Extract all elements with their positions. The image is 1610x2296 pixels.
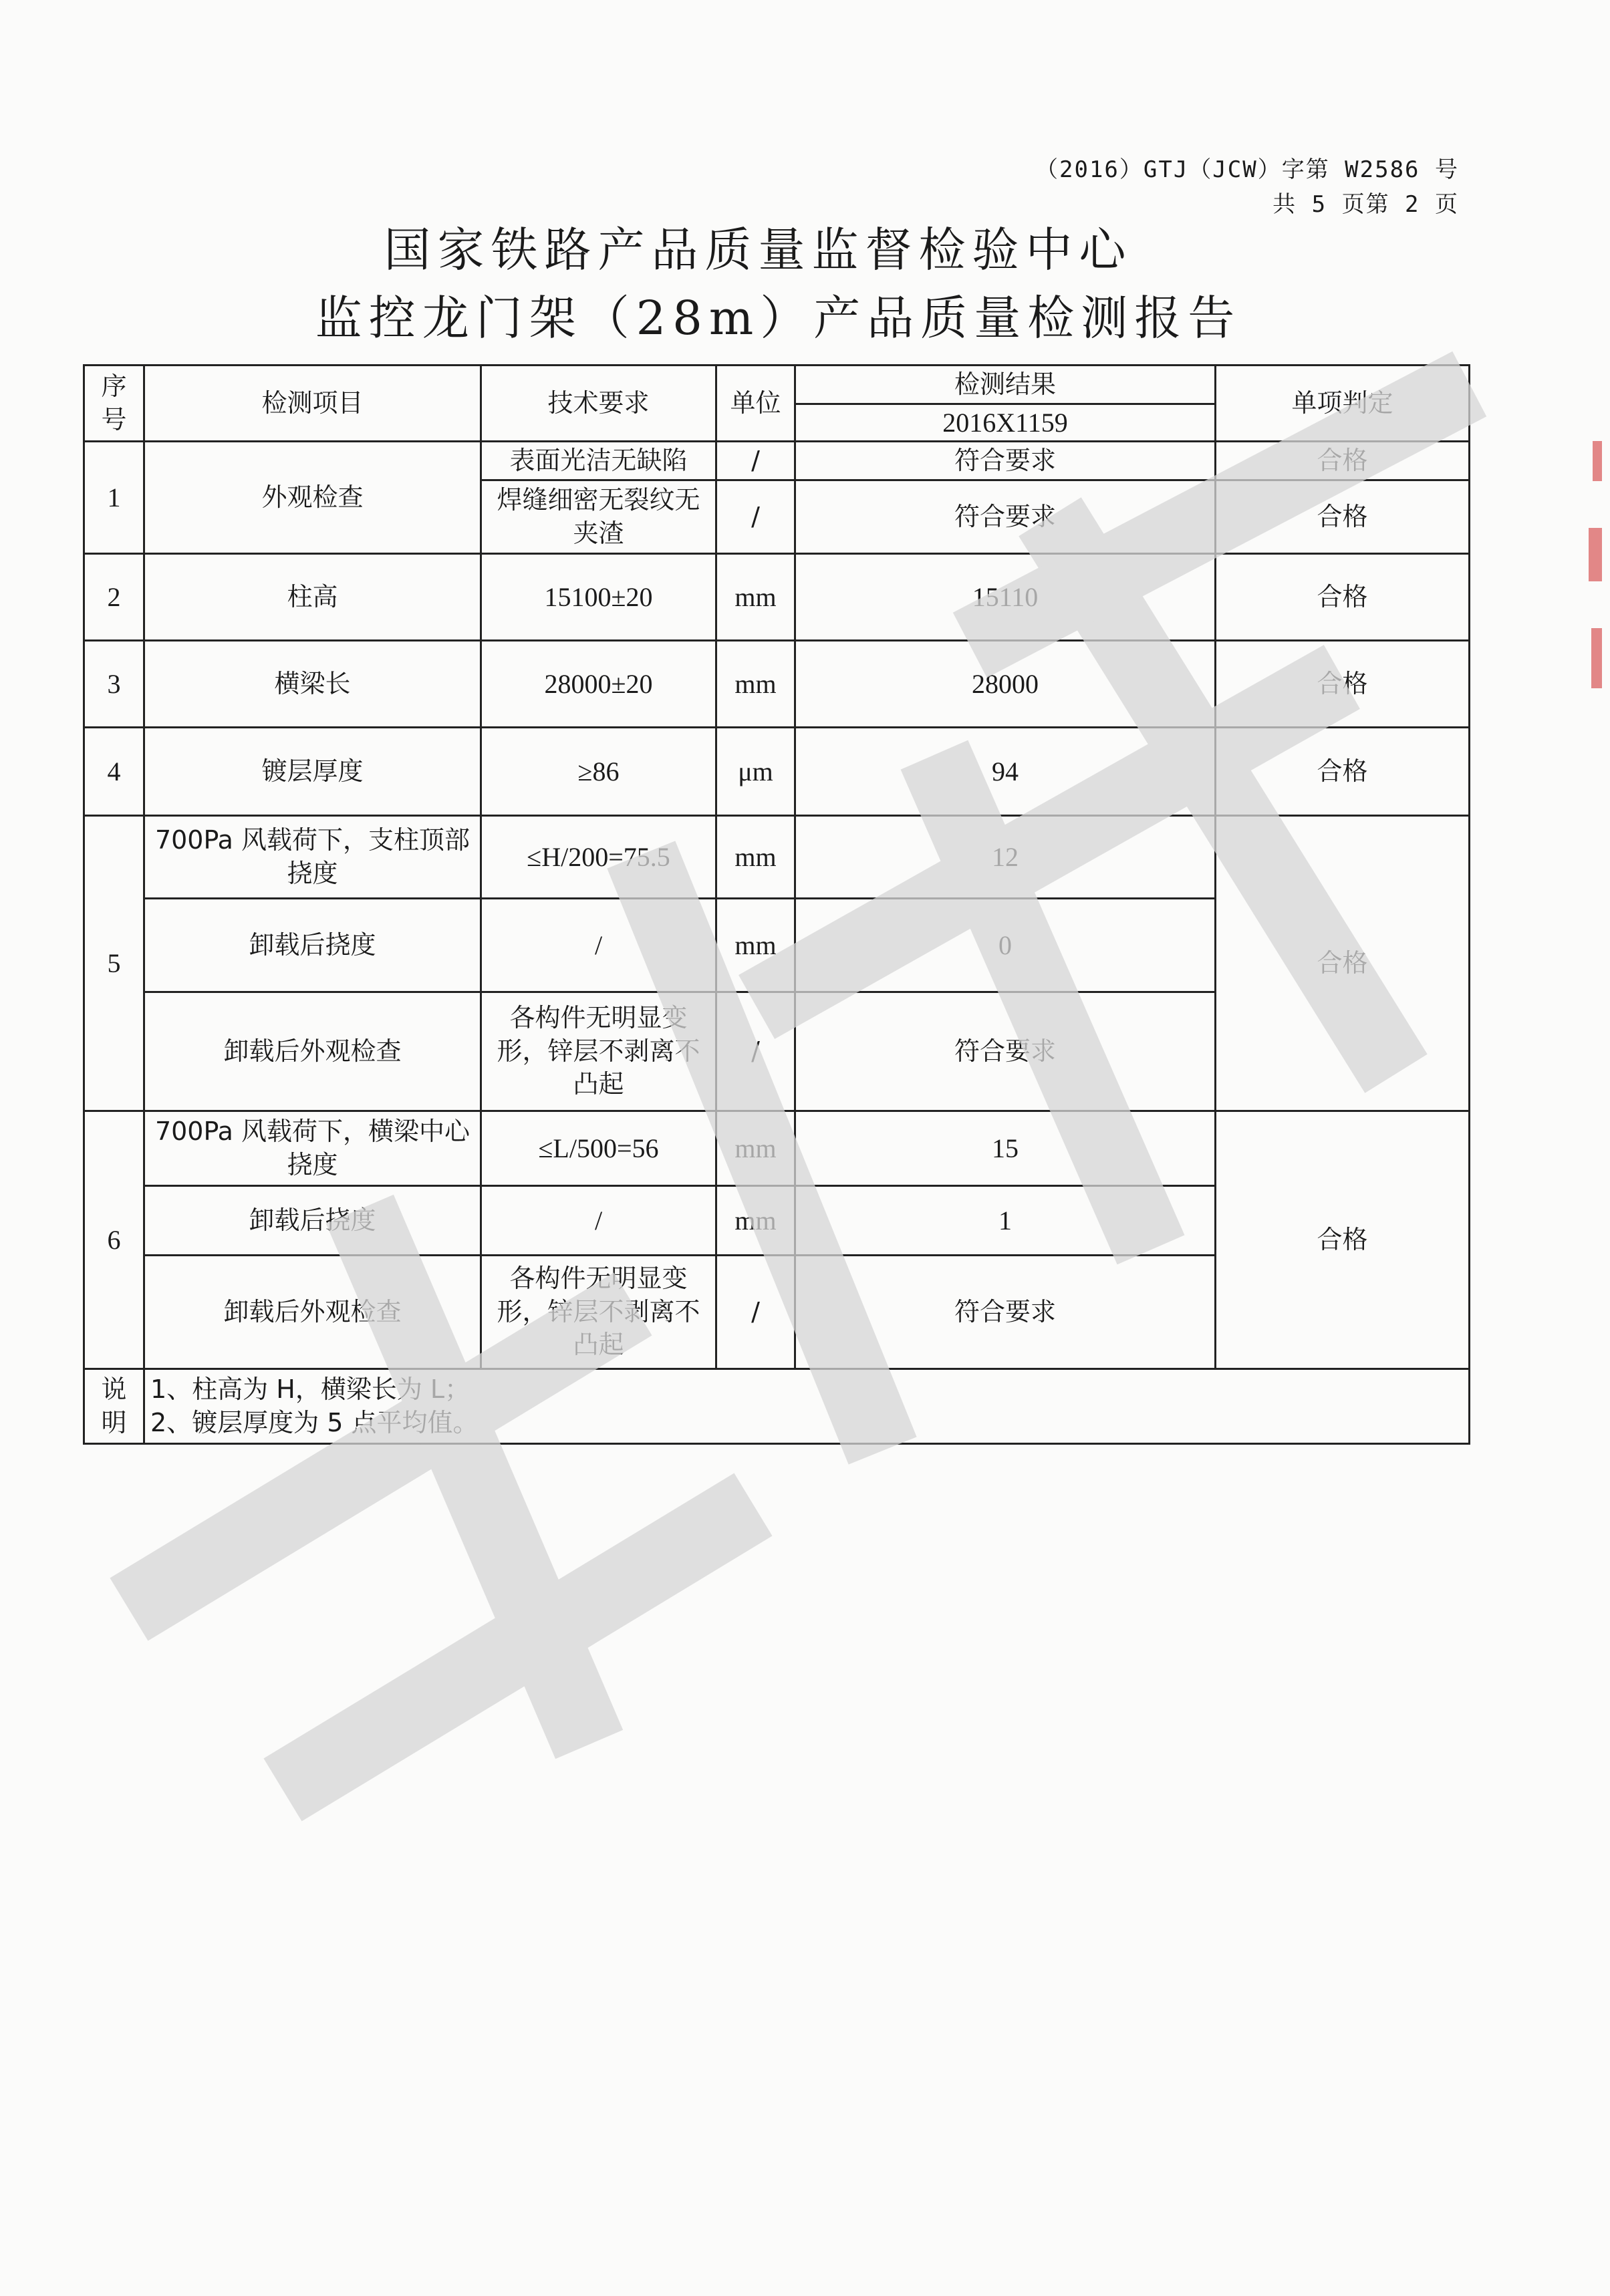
- row-item: 横梁长: [144, 641, 481, 728]
- table-row: [84, 728, 1470, 816]
- table-row: [84, 1111, 1470, 1186]
- row-item: 卸载后挠度: [144, 899, 481, 992]
- row-requirement: 28000±20: [481, 641, 716, 728]
- row-result: 94: [795, 728, 1216, 816]
- row-item: 700Pa 风载荷下，横梁中心挠度: [144, 1111, 481, 1186]
- note-line: 1、柱高为 H，横梁长为 L；: [150, 1375, 471, 1405]
- row-result: 符合要求: [795, 480, 1216, 554]
- row-verdict: 合格: [1216, 816, 1470, 1111]
- row-requirement: 表面光洁无缺陷: [481, 442, 716, 480]
- row-unit: mm: [716, 899, 795, 992]
- row-seq: 6: [84, 1111, 144, 1369]
- row-unit: mm: [716, 1186, 795, 1256]
- row-requirement: /: [481, 899, 716, 992]
- header-result: 检测结果: [795, 366, 1216, 404]
- row-result: 28000: [795, 641, 1216, 728]
- table-row: [84, 442, 1470, 480]
- inspection-table: [83, 364, 1470, 1445]
- row-item: 700Pa 风载荷下，支柱顶部挠度: [144, 816, 481, 899]
- row-requirement: /: [481, 1186, 716, 1256]
- row-seq: 3: [84, 641, 144, 728]
- row-requirement: 焊缝细密无裂纹无夹渣: [481, 480, 716, 554]
- header-verdict: 单项判定: [1216, 366, 1470, 442]
- row-verdict: 合格: [1216, 728, 1470, 816]
- row-requirement: 15100±20: [481, 554, 716, 641]
- row-item: 卸载后外观检查: [144, 1256, 481, 1369]
- header-unit: 单位: [716, 366, 795, 442]
- page-counter: 共 5 页第 2 页: [1272, 191, 1459, 218]
- row-requirement: ≤L/500=56: [481, 1111, 716, 1186]
- center-title: 国家铁路产品质量监督检验中心: [384, 223, 1133, 277]
- row-seq: 4: [84, 728, 144, 816]
- row-requirement: 各构件无明显变形，锌层不剥离不凸起: [481, 1256, 716, 1369]
- row-result: 符合要求: [795, 992, 1216, 1111]
- report-number: （2016）GTJ（JCW）字第 W2586 号: [1035, 156, 1459, 183]
- row-item: 卸载后外观检查: [144, 992, 481, 1111]
- row-result: 符合要求: [795, 1256, 1216, 1369]
- note-line: 2、镀层厚度为 5 点平均值。: [150, 1407, 479, 1437]
- row-unit: mm: [716, 1111, 795, 1186]
- row-seq: 1: [84, 442, 144, 554]
- row-seq: 5: [84, 816, 144, 1111]
- row-unit: mm: [716, 554, 795, 641]
- row-seq: 2: [84, 554, 144, 641]
- notes-content: [144, 1369, 1470, 1444]
- notes-row: [84, 1369, 1470, 1444]
- row-unit: μm: [716, 728, 795, 816]
- row-item: 外观检查: [144, 442, 481, 554]
- row-result: 符合要求: [795, 442, 1216, 480]
- report-title: 监控龙门架（28m）产品质量检测报告: [315, 291, 1242, 345]
- row-result: 15: [795, 1111, 1216, 1186]
- row-item: 柱高: [144, 554, 481, 641]
- row-unit: /: [716, 1256, 795, 1369]
- row-requirement: 各构件无明显变形，锌层不剥离不凸起: [481, 992, 716, 1111]
- row-verdict: 合格: [1216, 480, 1470, 554]
- table-row: [84, 554, 1470, 641]
- row-unit: /: [716, 992, 795, 1111]
- row-unit: /: [716, 480, 795, 554]
- header-item: 检测项目: [144, 366, 481, 442]
- row-verdict: 合格: [1216, 554, 1470, 641]
- row-unit: /: [716, 442, 795, 480]
- row-requirement: ≥86: [481, 728, 716, 816]
- table-row: [84, 641, 1470, 728]
- row-item: 卸载后挠度: [144, 1186, 481, 1256]
- row-result: 15110: [795, 554, 1216, 641]
- table-row: [84, 816, 1470, 899]
- notes-label: 说明: [84, 1369, 144, 1444]
- row-verdict: 合格: [1216, 641, 1470, 728]
- row-requirement: ≤H/200=75.5: [481, 816, 716, 899]
- row-result: 0: [795, 899, 1216, 992]
- header-seq: 序号: [84, 366, 144, 442]
- row-result: 1: [795, 1186, 1216, 1256]
- row-item: 镀层厚度: [144, 728, 481, 816]
- row-unit: mm: [716, 816, 795, 899]
- row-verdict: 合格: [1216, 1111, 1470, 1369]
- row-unit: mm: [716, 641, 795, 728]
- row-verdict: 合格: [1216, 442, 1470, 480]
- header-sample-id: 2016X1159: [795, 404, 1216, 442]
- header-requirement: 技术要求: [481, 366, 716, 442]
- row-result: 12: [795, 816, 1216, 899]
- report-reference: [1035, 152, 1459, 222]
- seal-stamp: [1583, 428, 1610, 735]
